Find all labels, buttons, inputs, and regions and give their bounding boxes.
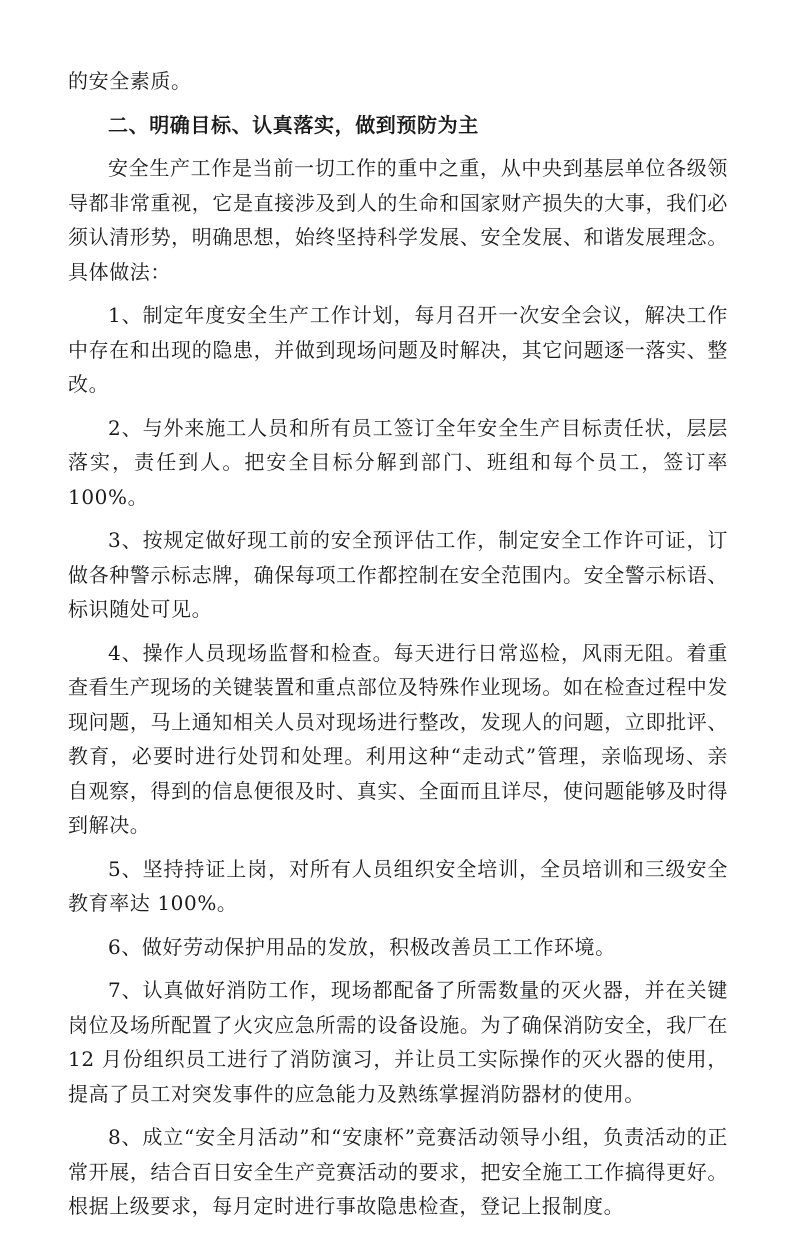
document-body: [68, 64, 728, 1233]
list-item-5: 5、坚持持证上岗，对所有人员组织安全培训，全员培训和三级安全教育率达 100%。: [68, 856, 728, 915]
list-item-6: 6、做好劳动保护用品的发放，积极改善员工工作环境。: [108, 934, 616, 959]
section-heading: 二、明确目标、认真落实，做到预防为主: [108, 112, 479, 137]
continuation-text: 的安全素质。: [68, 69, 192, 93]
list-item-1: 1、制定年度安全生产工作计划，每月召开一次安全会议，解决工作中存在和出现的隐患，并做到现场问题及时解决，其它问题逐一落实、整改。: [68, 303, 728, 396]
list-item-8: 8、成立“安全月活动”和“安康杯”竞赛活动领导小组，负责活动的正常开展，结合百日安全生产竞赛活动的要求，把安全施工工作搞得更好。根据上级要求，每月定时进行事故隐患检查，登记上报制度。: [68, 1125, 728, 1218]
list-item-7: 7、认真做好消防工作，现场都配备了所需数量的灭火器，并在关键岗位及场所配置了火灾应急所需的设备设施。为了确保消防安全，我厂在 12 月份组织员工进行了消防演习，并让员工实际操作的灭火器的使用，提高了员工对突发事件的应急能力及熟练掌握消防器材的使用。: [68, 978, 728, 1106]
list-item-3: 3、按规定做好现工前的安全预评估工作，制定安全工作许可证，订做各种警示标志牌，确保每项工作都控制在安全范围内。安全警示标语、标识随处可见。: [68, 528, 728, 621]
list-item-2: 2、与外来施工人员和所有员工签订全年安全生产目标责任状，层层落实，责任到人。把安全目标分解到部门、班组和每个员工，签订率 100%。: [68, 415, 728, 509]
list-item-4: 4、操作人员现场监督和检查。每天进行日常巡检，风雨无阻。着重查看生产现场的关键装置和重点部位及特殊作业现场。如在检查过程中发现问题，马上通知相关人员对现场进行整改，发现人的问题，立即批评、教育，必要时进行处罚和处理。利用这种“走动式”管理，亲临现场、亲自观察，得到的信息便很及时、真实、全面而且详尽，使问题能够及时得到解决。: [68, 640, 728, 837]
intro-paragraph: 安全生产工作是当前一切工作的重中之重，从中央到基层单位各级领导都非常重视，它是直接涉及到人的生命和国家财产损失的大事，我们必须认清形势，明确思想，始终坚持科学发展、安全发展、和谐发展理念。具体做法：: [68, 156, 728, 284]
